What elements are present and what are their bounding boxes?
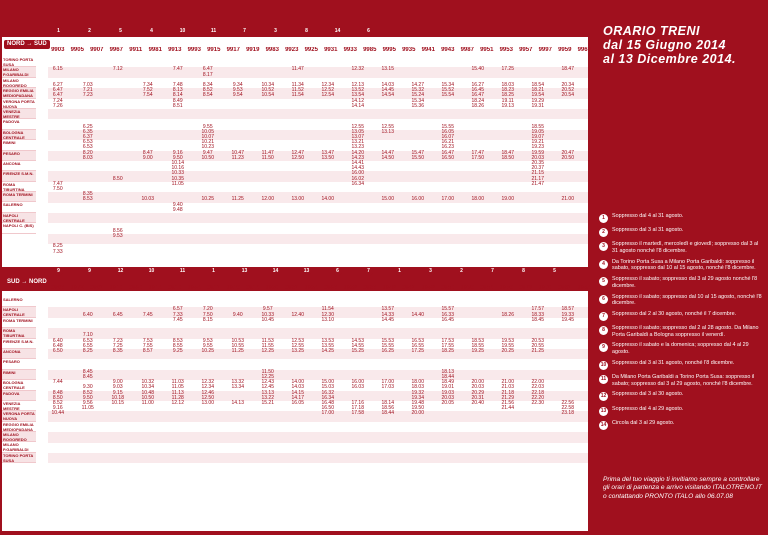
note-text: Soppresso il sabato e la domenica; soppresso dal 4 al 29 agosto. — [612, 342, 749, 356]
note-text: Soppresso dal 3 al 31 agosto. — [612, 227, 684, 234]
train-number: 9919 — [246, 47, 260, 53]
note-text: Da Milano Porta Garibaldi a Torino Porta Susa: soppresso il sabato; soppresso dal 3 al 29 agosto, nonché l'8 dicembre. — [612, 374, 755, 387]
train-number: 9933 — [343, 47, 357, 53]
note-marker: 13 — [241, 268, 248, 274]
note-number-badge: 10 — [600, 361, 607, 368]
note-marker: 3 — [271, 27, 280, 36]
station-name: RIMINI — [2, 370, 36, 380]
train-number: 9926 — [226, 285, 240, 291]
train-time-column: 17.25 18.03 18.23 18.25 19.11 19.13 18.47 18.50 19.00 — [501, 66, 514, 203]
train-number: 9951 — [480, 47, 494, 53]
station-name: ROMA TIBURTINA — [2, 182, 36, 192]
train-number: 9953 — [499, 47, 513, 53]
station-name: NAPOLI CENTRALE — [2, 307, 36, 317]
train-time-column: 7.20 7.50 8.15 9.53 9.55 10.25 12.32 12.34 12.46 12.50 13.00 — [201, 306, 214, 407]
train-number: 9910 — [109, 285, 123, 291]
train-number: 9931 — [324, 47, 338, 53]
train-number: 9914 — [148, 285, 162, 291]
train-number: 9950 — [441, 285, 455, 291]
service-note — [599, 420, 764, 430]
train-time-column: 11.54 12.30 13.10 13.53 13.55 14.25 15.00 15.03 16.32 16.34 16.48 16.50 17.00 — [321, 306, 334, 417]
note-number-badge: 3 — [599, 242, 608, 251]
station-name: BOLOGNA CENTRALE — [2, 130, 36, 140]
note-number-badge: 7 — [599, 312, 608, 321]
station-name: ROMA TERMINI — [2, 318, 36, 328]
note-number-badge: 11 — [600, 376, 607, 382]
station-name: VENEZIA MESTRE — [2, 401, 36, 411]
train-time-column: 13.57 14.33 14.45 15.53 15.55 16.25 17.00 17.03 18.14 18.56 18.44 — [381, 306, 394, 417]
station-name: TORINO PORTA SUSA — [2, 453, 36, 463]
train-number: 9917 — [226, 47, 240, 53]
train-time-column: 12.32 12.13 13.52 13.54 14.12 14.14 12.55 13.05 13.07 13.21 13.23 14.20 14.23 14.41 14.43 16.00 16.02 16.34 — [351, 66, 364, 187]
train-number: 9935 — [402, 47, 416, 53]
train-number: 9962 — [558, 285, 572, 291]
row-stripe — [48, 213, 588, 223]
station-name: ROMA TIBURTINA — [2, 328, 36, 338]
train-number: 9967 — [109, 47, 123, 53]
direction-label-bottom: SUD → NORD — [4, 278, 50, 287]
note-marker: 5 — [116, 27, 125, 36]
footer-notice: Prima del tuo viaggio ti invitiamo sempre a controllare gli orari di partenza e arrivo visitando ITALOTRENO.IT o contattando PRONTO ITALO allo 06.07.08 — [603, 476, 762, 500]
note-number-badge: 9 — [599, 343, 608, 352]
train-number: 9954 — [480, 285, 494, 291]
train-number: 9911 — [129, 47, 143, 53]
row-stripe — [48, 432, 588, 442]
note-marker: 13 — [303, 268, 310, 274]
note-marker: 14 — [272, 268, 279, 274]
train-number: 9997 — [538, 47, 552, 53]
train-number: 9959 — [558, 47, 572, 53]
train-time-column: 6.40 7.10 6.53 6.55 8.25 8.45 8.45 9.30 8.52 9.50 9.56 11.05 — [81, 311, 94, 412]
departure-times-grid — [48, 57, 588, 267]
train-number: 9915 — [207, 47, 221, 53]
train-number: 9963 — [577, 47, 591, 53]
station-name: ANCONA — [2, 349, 36, 359]
timetable-north-south — [2, 28, 591, 267]
train-number: 9920 — [168, 285, 182, 291]
station-name: VERONA PORTA NUOVA — [3, 98, 35, 109]
train-number: 9948 — [382, 285, 396, 291]
service-note — [599, 227, 764, 237]
service-note — [599, 360, 764, 370]
title-line-2: dal 15 Giugno 2014 — [603, 38, 726, 52]
train-number: 9941 — [421, 47, 435, 53]
station-name: PESARO — [2, 151, 36, 161]
train-number: 9905 — [70, 47, 84, 53]
train-number: 9924 — [246, 285, 260, 291]
schedule-title — [603, 24, 763, 66]
note-text: Soppresso il sabato; soppresso dal 2 al 28 agosto. Da Milano Porta Garibaldi a Bologna soppresso il venerdì. — [612, 325, 759, 338]
service-note — [599, 241, 764, 254]
train-number: 9902 — [90, 285, 104, 291]
note-text: Soppresso il sabato; soppresso dal 3 al 29 agosto nonché l'8 dicembre. — [612, 276, 758, 289]
note-marker: 7 — [240, 27, 249, 36]
note-number-badge: 2 — [599, 228, 608, 237]
note-text: Soppresso il sabato; soppresso dal 10 al 15 agosto, nonché l'8 dicembre. — [612, 293, 762, 307]
train-number: 9980 — [129, 285, 143, 291]
service-note — [599, 342, 764, 355]
train-number: 9907 — [90, 47, 104, 53]
note-text: Soppresso dal 4 al 31 agosto. — [612, 213, 684, 219]
train-time-column: 15.34 15.52 15.54 15.55 16.05 16.07 16.21 16.23 16.47 16.50 17.00 — [441, 82, 454, 203]
train-time-column: 17.57 18.33 18.45 20.53 20.55 21.25 22.00 22.03 22.18 22.20 22.30 — [531, 306, 544, 407]
station-name: REGGIO EMILIA MEDIOPADANA — [2, 88, 36, 98]
train-time-column: 6.47 8.17 8.34 8.52 8.54 9.55 10.05 10.07 10.21 10.23 9.47 10.50 10.25 — [201, 66, 214, 203]
train-number: 9956 — [499, 285, 513, 291]
station-name: MILANO ROGOREDO — [2, 78, 36, 88]
train-time-column: 7.47 7.48 8.13 8.14 8.49 8.51 9.16 9.50 10.14 10.16 10.33 10.35 11.05 9.40 9.48 — [171, 66, 184, 213]
note-text: Da Torino Porta Susa a Milano Porta Garibaldi: soppresso il sabato, soppresso dal 10 al 15 agosto, nonché l'8 dicembre. — [612, 258, 756, 272]
train-number: 9995 — [382, 47, 396, 53]
station-name: NAPOLI C. (BIS) — [2, 223, 36, 233]
station-name: PADOVA — [2, 119, 36, 129]
note-marker: 10 — [148, 268, 155, 274]
train-time-column: 12.40 12.53 12.55 13.25 14.00 14.03 14.15 14.17 16.05 — [291, 311, 304, 407]
title-line-3: al 13 Dicembre 2014. — [603, 52, 736, 66]
note-number-badge: 6 — [599, 295, 608, 304]
note-marker: 11 — [210, 28, 217, 34]
station-name: TORINO PORTA SUSA — [2, 57, 36, 67]
note-text: Circola dal 3 al 29 agosto. — [612, 419, 675, 426]
train-number: 9938 — [343, 285, 357, 291]
station-name: SALERNO — [2, 297, 36, 307]
train-time-column: 7.03 7.21 7.23 6.25 6.35 6.37 6.53 6.53 8.20 8.03 8.35 8.53 — [82, 82, 93, 203]
note-number-badge: 12 — [600, 393, 607, 400]
note-marker: 9 — [54, 267, 63, 276]
train-time-column: 18.47 20.34 20.52 20.54 20.47 20.50 21.00 — [561, 66, 574, 203]
station-name: NAPOLI CENTRALE — [2, 213, 36, 223]
station-name: ROMA TERMINI — [2, 192, 36, 202]
train-time-column: 7.12 8.50 8.56 9.53 — [112, 66, 123, 239]
station-name: FIRENZE S.M.N. — [2, 171, 36, 181]
train-time-column: 11.47 11.34 11.52 11.54 12.47 12.50 13.00 — [291, 66, 304, 203]
train-number: 9913 — [168, 47, 182, 53]
train-time-column: 9.34 9.53 9.54 10.47 11.23 11.25 — [231, 82, 244, 203]
note-marker: 3 — [426, 267, 435, 276]
note-marker: 14 — [334, 28, 341, 34]
station-name: BOLOGNA CENTRALE — [2, 380, 36, 390]
train-number: 9972 — [70, 285, 84, 291]
train-time-column: 18.26 19.53 19.55 20.25 21.00 21.03 21.18 21.29 21.56 21.44 — [501, 311, 514, 412]
train-number: 9925 — [304, 47, 318, 53]
train-time-column: 14.53 14.55 15.25 16.00 16.03 17.16 17.18 17.58 — [351, 337, 364, 417]
note-marker: 1 — [54, 27, 63, 36]
train-time-column: 15.40 16.27 16.45 16.47 18.24 18.26 17.47 17.50 18.00 — [471, 66, 484, 203]
station-name: RIMINI — [2, 140, 36, 150]
train-number: 9934 — [304, 285, 318, 291]
train-number: 9900 — [538, 285, 552, 291]
train-number: 9964 — [577, 285, 591, 291]
station-name: ANCONA — [2, 161, 36, 171]
service-note — [599, 294, 764, 307]
train-number: 9930 — [265, 285, 279, 291]
train-time-column: 10.34 10.52 10.54 11.47 11.50 12.00 — [261, 82, 274, 203]
note-marker: 1 — [209, 267, 218, 276]
note-marker: 6 — [364, 27, 373, 36]
train-number: 9942 — [402, 285, 416, 291]
station-list — [2, 57, 36, 234]
station-name: VENEZIA MESTRE — [2, 109, 36, 119]
note-text: Soppresso il martedì, mercoledì e giovedì; soppresso dal 3 al 31 agosto nonché l'8 dicembre. — [612, 241, 759, 254]
note-marker: 1 — [395, 267, 404, 276]
train-number: 9978 — [519, 285, 533, 291]
train-time-column: 6.15 6.27 6.47 6.47 7.24 7.26 7.47 7.50 8.25 7.33 — [52, 66, 63, 255]
note-marker: 10 — [179, 28, 186, 34]
service-note — [599, 391, 764, 401]
note-marker: 4 — [147, 27, 156, 36]
train-number: 9985 — [363, 47, 377, 53]
station-name: MILANO P.GARIBALDI — [2, 67, 36, 77]
title-line-1: ORARIO TRENI — [603, 24, 700, 38]
train-time-column: 18.57 19.33 19.45 22.56 22.58 23.18 — [561, 306, 574, 417]
note-marker: 2 — [457, 267, 466, 276]
station-name: SALERNO — [2, 202, 36, 212]
train-time-column: 12.34 12.52 12.54 13.47 13.50 14.00 — [321, 82, 334, 203]
station-name: MILANO ROGOREDO — [2, 432, 36, 442]
train-number-headers — [48, 39, 594, 53]
note-number-badge: 5 — [599, 277, 608, 286]
service-note — [599, 406, 764, 416]
service-note — [599, 311, 764, 321]
row-stripe — [48, 453, 588, 463]
note-marker: 12 — [117, 268, 124, 274]
service-note — [599, 259, 764, 272]
station-list — [2, 297, 36, 463]
station-name: FIRENZE S.M.N. — [2, 339, 36, 349]
train-number: 9922 — [207, 285, 221, 291]
train-time-column: 15.57 16.33 16.45 17.53 17.55 18.25 18.13 18.44 18.49 19.01 19.03 20.03 20.05 — [441, 306, 454, 407]
train-time-column: 14.40 16.53 16.55 17.25 18.00 18.03 19.32 19.34 19.48 19.50 20.00 — [411, 311, 424, 417]
train-number-headers — [48, 277, 594, 291]
note-text: Soppresso dal 3 al 30 agosto. — [612, 391, 684, 398]
note-number-badge: 4 — [599, 260, 608, 269]
train-number: 9932 — [285, 285, 299, 291]
train-time-column: 6.45 7.23 7.25 8.35 9.00 9.03 9.15 10.18 10.15 — [111, 311, 124, 407]
train-time-column: 18.53 18.55 19.25 20.00 20.03 20.29 20.31 20.40 — [471, 337, 484, 407]
station-name: MILANO P.GARIBALDI — [2, 442, 36, 452]
train-number: 9983 — [265, 47, 279, 53]
train-number: 9986 — [324, 285, 338, 291]
service-note — [599, 213, 764, 223]
train-time-column: 7.45 7.53 7.55 8.57 10.32 10.34 10.48 10.50 11.00 — [141, 311, 154, 407]
note-text: Soppresso dal 3 al 31 agosto, nonché l'8 dicembre. — [612, 359, 735, 366]
train-time-column: 7.34 7.52 7.54 8.47 9.00 10.03 — [141, 82, 154, 203]
service-notes-legend — [599, 213, 764, 434]
train-time-column: 6.57 7.33 7.45 8.53 8.55 9.25 11.03 11.05 11.13 11.28 12.12 — [171, 306, 184, 407]
note-marker: 8 — [519, 267, 528, 276]
train-time-column: 9.40 10.53 10.55 11.25 13.32 13.34 14.13 — [231, 311, 244, 407]
train-number: 9923 — [285, 47, 299, 53]
service-note — [599, 374, 764, 387]
train-number: 9996 — [460, 285, 474, 291]
note-marker: 7 — [364, 267, 373, 276]
note-text: Soppresso dal 2 al 30 agosto, nonché il 7 dicembre. — [612, 310, 737, 317]
train-number: 9936 — [363, 285, 377, 291]
note-marker: 5 — [550, 267, 559, 276]
train-number: 9988 — [421, 285, 435, 291]
station-name: VERONA PORTA NUOVA — [3, 411, 35, 422]
station-name: REGGIO EMILIA MEDIOPADANA — [2, 422, 36, 432]
train-number: 9957 — [519, 47, 533, 53]
train-time-column: 14.27 15.32 15.24 15.34 15.36 15.47 15.50 16.00 — [411, 82, 424, 203]
service-note — [599, 276, 764, 289]
note-marker: 9 — [85, 267, 94, 276]
train-number: 9943 — [441, 47, 455, 53]
row-stripe — [48, 234, 588, 244]
station-name: PESARO — [2, 359, 36, 369]
note-number-badge: 14 — [600, 421, 607, 428]
station-name: PADOVA — [2, 391, 36, 401]
train-number: 9993 — [187, 47, 201, 53]
timetable-south-north — [2, 268, 591, 531]
service-note — [599, 325, 764, 338]
train-number: 9906 — [51, 285, 65, 291]
train-time-column: 9.57 10.33 10.45 11.53 11.55 12.25 11.50 12.25 12.43 12.45 13.13 13.22 15.21 — [261, 306, 274, 407]
train-time-column: 13.15 14.03 14.45 14.54 12.55 13.13 14.47 14.50 15.00 — [381, 66, 394, 203]
note-marker: 6 — [333, 267, 342, 276]
note-marker: 2 — [85, 27, 94, 36]
train-number: 9984 — [187, 285, 201, 291]
train-number: 9903 — [51, 47, 65, 53]
departure-times-grid — [48, 297, 588, 529]
note-marker: 8 — [302, 27, 311, 36]
note-number-badge: 8 — [599, 326, 608, 335]
note-text: Soppresso dal 4 al 29 agosto. — [612, 405, 684, 412]
note-number-badge: 1 — [599, 214, 608, 223]
train-number: 9987 — [460, 47, 474, 53]
direction-label-top: NORD → SUD — [4, 40, 50, 49]
note-marker: 11 — [179, 268, 186, 274]
train-number: 9981 — [148, 47, 162, 53]
train-time-column: 18.54 18.21 19.54 19.29 19.31 18.55 19.05 19.07 19.21 19.23 19.59 20.03 20.35 20.37 21.15 21.17 21.47 — [531, 82, 544, 187]
note-number-badge: 13 — [600, 407, 607, 414]
train-time-column: 6.40 6.48 6.50 7.44 8.48 8.50 8.52 9.16 10.44 — [51, 337, 64, 417]
note-marker: 7 — [488, 267, 497, 276]
